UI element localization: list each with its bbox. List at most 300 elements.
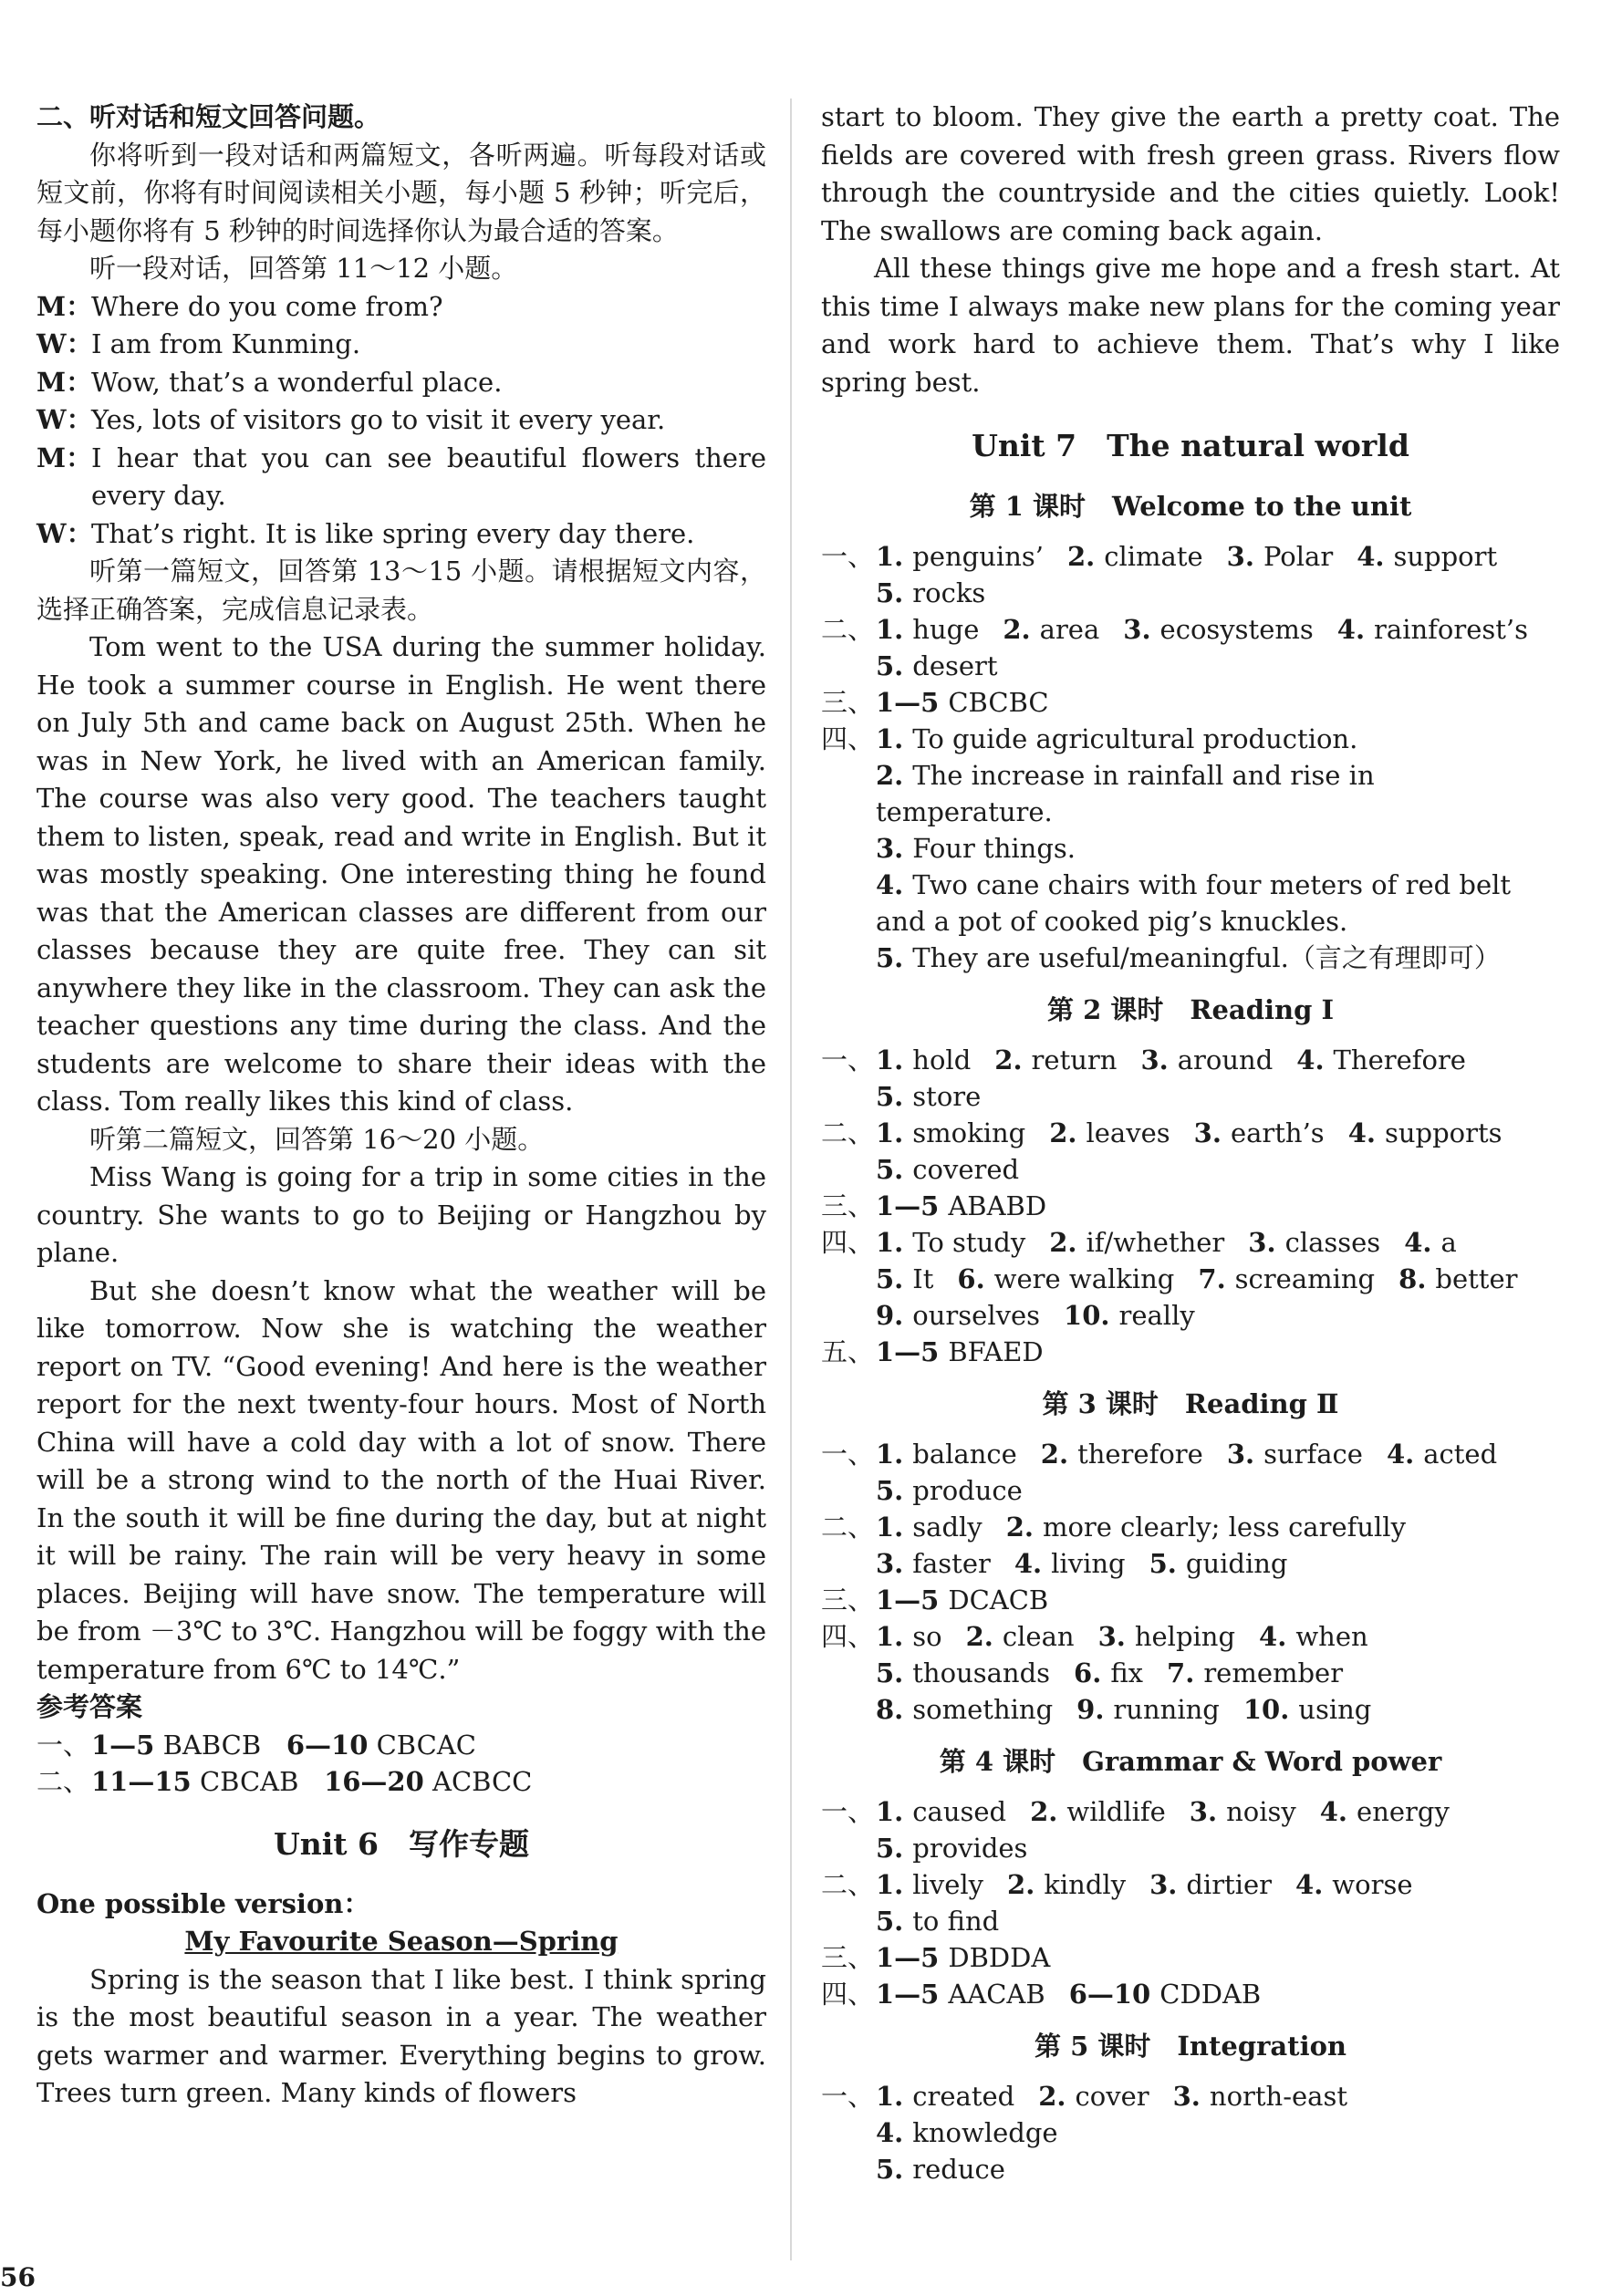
answer-item (876, 940, 1501, 976)
item-answer: produce (912, 1475, 1023, 1506)
item-number: 5. (876, 577, 904, 608)
item-answer: BFAED (948, 1336, 1044, 1367)
item-answer: acted (1423, 1439, 1498, 1470)
right-column (821, 99, 1560, 2187)
answer-range: 16—20 (324, 1765, 424, 1797)
answer-item (1014, 1545, 1126, 1582)
item-number: 9. (876, 1300, 904, 1331)
left-column (36, 99, 766, 2113)
item-number: 1—5 (876, 1979, 940, 2010)
item-number: 2. (1030, 1796, 1058, 1827)
answer-items (876, 830, 1560, 867)
row-number: 四、 (821, 723, 875, 754)
speaker: M： (36, 442, 93, 473)
item-answer: lively (912, 1869, 984, 1900)
answer-item (876, 1866, 983, 1903)
answer-item (876, 1903, 999, 1939)
answer-items (876, 1976, 1560, 2012)
item-number: 3. (1172, 2081, 1201, 2112)
item-number: 1. (876, 2081, 904, 2112)
answer-item (876, 648, 998, 684)
answer-line (821, 684, 1560, 721)
item-answer: CBCBC (948, 687, 1049, 718)
lesson-title: 第 1 课时 Welcome to the unit (969, 491, 1412, 522)
answer-item (1198, 1261, 1375, 1297)
answers-heading: 参考答案 (36, 1691, 143, 1722)
item-answer: Therefore (1333, 1044, 1466, 1075)
answer-items (876, 1436, 1560, 1472)
answer-item (1167, 1655, 1343, 1691)
answer-item (1248, 1224, 1380, 1261)
item-number: 4. (1386, 1439, 1415, 1470)
answer-line (821, 611, 1560, 648)
passage2-paragraph2: But she doesn’t know what the weather will be like tomorrow. Now she is watching the weather report on TV. “Good evening! And here is the weather report for the next twenty-four hours. Most of North China will have a cold day with a lot of snow. There will be a strong wind to the north of the Huai River. In the south it will be fine during the day, but at night it will be rainy. The rain will be very heavy in some places. Beijing will have snow. The temperature will be from －3℃ to 3℃. Hangzhou will be foggy with the temperature from 6℃ to 14℃.” (36, 1274, 766, 1685)
item-number: 3. (1226, 541, 1254, 572)
dialogue-line (36, 515, 766, 554)
item-number: 1—5 (876, 1190, 940, 1221)
answer-item (1149, 1866, 1272, 1903)
dialogue (36, 288, 766, 554)
item-number: 8. (1398, 1263, 1427, 1294)
speaker: M： (36, 290, 93, 322)
answer-items (876, 1618, 1560, 1655)
answer-item (1398, 1261, 1517, 1297)
row-number-spacer (821, 1830, 876, 1866)
lesson-title: 第 4 课时 Grammar & Word power (939, 1746, 1442, 1777)
answer-line (821, 575, 1560, 611)
answer-line (821, 2151, 1560, 2187)
answer-items (876, 648, 1560, 684)
item-number: 1. (876, 1044, 904, 1075)
answer-item (876, 830, 1076, 867)
item-answer: wildlife (1066, 1796, 1166, 1827)
speaker: W： (36, 328, 93, 359)
item-answer: CDDAB (1159, 1979, 1262, 2010)
answer-item (966, 1618, 1075, 1655)
item-number: 3. (1140, 1044, 1169, 1075)
dialogue-line (36, 440, 766, 515)
item-answer: huge (912, 614, 980, 645)
answer-item (876, 1472, 1023, 1509)
item-answer: Two cane chairs with four meters of red belt and a pot of cooked pig’s knuckles. (876, 869, 1512, 937)
row-number-spacer (821, 757, 876, 830)
essay-paragraph2: All these things give me hope and a fresh start. At this time I always make new plans for the coming year and work hard to achieve them. That’s why I like spring best. (821, 253, 1560, 398)
answer-items (876, 757, 1560, 830)
row-number: 二、 (821, 614, 875, 645)
answer-item (876, 1436, 1017, 1472)
item-number: 2. (876, 760, 904, 791)
row-number: 二、 (821, 1869, 875, 1900)
item-answer: Polar (1263, 541, 1334, 572)
item-number: 2. (994, 1044, 1023, 1075)
answer-line (821, 940, 1560, 976)
answer-value: CBCAC (376, 1729, 476, 1761)
item-number: 10. (1242, 1694, 1290, 1725)
answer-item (1007, 1866, 1126, 1903)
item-number: 5. (876, 1906, 904, 1937)
item-number: 7. (1198, 1263, 1226, 1294)
item-number: 3. (1226, 1439, 1255, 1470)
item-answer: ecosystems (1159, 614, 1314, 645)
answer-item (876, 538, 1044, 575)
item-answer: return (1031, 1044, 1118, 1075)
item-answer: area (1039, 614, 1100, 645)
answer-item (1227, 1436, 1363, 1472)
dialogue-line (36, 288, 766, 327)
item-number: 5. (876, 1833, 904, 1864)
answer-item (876, 757, 1536, 830)
answer-item (876, 1618, 942, 1655)
item-answer: desert (912, 650, 998, 681)
item-answer: provides (912, 1833, 1028, 1864)
item-number: 5. (876, 2154, 904, 2185)
answer-item (1243, 1691, 1372, 1728)
speaker: W： (36, 404, 93, 435)
item-answer: faster (912, 1548, 991, 1579)
answer-line (821, 1655, 1560, 1691)
item-number: 1. (876, 1227, 904, 1258)
answer-item (1404, 1224, 1457, 1261)
item-number: 3. (1097, 1621, 1126, 1652)
answer-line (821, 757, 1560, 830)
answer-items (876, 1334, 1560, 1370)
answer-item (876, 1793, 1006, 1830)
item-number: 10. (1064, 1300, 1110, 1331)
item-answer: It (912, 1263, 934, 1294)
item-number: 2. (1038, 2081, 1066, 2112)
row-number: 四、 (821, 1979, 875, 2010)
answer-item (1348, 1115, 1502, 1151)
answer-range: 1—5 (91, 1729, 155, 1761)
utterance: I hear that you can see beautiful flowers there every day. (91, 442, 766, 511)
answer-item (1387, 1436, 1497, 1472)
answer-line (821, 2078, 1560, 2151)
item-number: 2. (1040, 1439, 1069, 1470)
row-number-spacer (821, 830, 876, 867)
item-number: 6—10 (1068, 1979, 1151, 2010)
answer-items (876, 2151, 1560, 2187)
item-number: 1. (876, 1512, 904, 1543)
item-answer: They are useful/meaningful.（言之有理即可） (912, 942, 1501, 973)
speaker: W： (36, 517, 93, 549)
answer-items (876, 575, 1560, 611)
item-answer: To study (912, 1227, 1026, 1258)
answer-item (876, 611, 979, 648)
answer-item (1259, 1618, 1368, 1655)
answer-line (821, 648, 1560, 684)
item-answer: better (1435, 1263, 1518, 1294)
row-number-spacer (821, 1903, 876, 1939)
answer-item (1140, 1042, 1273, 1078)
answer-line (821, 1151, 1560, 1188)
answer-line (821, 1509, 1560, 1545)
answer-line (821, 1903, 1560, 1939)
answer-item (1337, 611, 1528, 648)
answer-item (1038, 2078, 1149, 2114)
item-answer: a (1440, 1227, 1457, 1258)
item-answer: To guide agricultural production. (912, 723, 1358, 754)
passage2-intro: 听第二篇短文，回答第 16～20 小题。 (89, 1123, 545, 1155)
answer-value: CBCAB (199, 1765, 299, 1797)
answer-items (876, 1042, 1560, 1078)
row-number: 三、 (821, 1942, 875, 1973)
answer-line (821, 538, 1560, 575)
row-number: 五、 (821, 1336, 875, 1367)
item-number: 2. (965, 1621, 993, 1652)
answer-items (876, 1545, 1560, 1582)
row-number-spacer (821, 2151, 876, 2187)
answer-line (821, 1188, 1560, 1224)
item-number: 2. (1003, 614, 1031, 645)
answer-item (876, 2151, 1005, 2187)
answer-item (1295, 1866, 1412, 1903)
answer-line (821, 1582, 1560, 1618)
answer-item (876, 1115, 1025, 1151)
item-answer: helping (1134, 1621, 1236, 1652)
answer-value: ACBCC (432, 1765, 533, 1797)
answer-items (876, 1939, 1560, 1976)
utterance: Yes, lots of visitors go to visit it every year. (91, 404, 666, 435)
answer-item (1064, 1297, 1195, 1334)
item-answer: smoking (912, 1117, 1026, 1148)
item-answer: kindly (1044, 1869, 1127, 1900)
answer-items (876, 1793, 1560, 1830)
answer-item (1173, 2078, 1347, 2114)
row-number: 一、 (821, 2081, 875, 2112)
answer-line (821, 1224, 1560, 1261)
answer-item (876, 1976, 1045, 2012)
item-answer: leaves (1086, 1117, 1170, 1148)
item-answer: support (1393, 541, 1498, 572)
answer-line (821, 1436, 1560, 1472)
answer-items (876, 1261, 1560, 1297)
item-number: 1—5 (876, 1336, 940, 1367)
item-answer: running (1113, 1694, 1220, 1725)
item-answer: thousands (912, 1657, 1051, 1688)
item-number: 3. (1248, 1227, 1276, 1258)
item-number: 3. (876, 833, 904, 864)
answer-items (876, 1224, 1560, 1261)
answer-items (876, 1866, 1560, 1903)
dialogue-line (36, 326, 766, 364)
row-number: 三、 (821, 1584, 875, 1616)
item-number: 1. (876, 614, 904, 645)
row-number-spacer (821, 1297, 876, 1334)
answer-items (876, 940, 1560, 976)
item-answer: really (1118, 1300, 1195, 1331)
item-answer: ABABD (948, 1190, 1047, 1221)
answer-item (876, 1078, 981, 1115)
answer-line (821, 1976, 1560, 2012)
answer-line (821, 867, 1560, 940)
item-number: 4. (1014, 1548, 1043, 1579)
answer-line (821, 1618, 1560, 1655)
answer-items (876, 1509, 1560, 1545)
answer-item (1320, 1793, 1450, 1830)
item-answer: using (1298, 1694, 1372, 1725)
item-number: 1—5 (876, 1584, 940, 1616)
row-number: 三、 (821, 687, 875, 718)
dialogue-line (36, 364, 766, 402)
answer-line (821, 1261, 1560, 1297)
item-number: 1. (876, 1117, 904, 1148)
utterance: I am from Kunming. (91, 328, 361, 359)
answer-items (876, 611, 1560, 648)
row-number: 一、 (821, 1439, 875, 1470)
item-number: 3. (1123, 614, 1151, 645)
answer-items (876, 1830, 1560, 1866)
answer-line (821, 1793, 1560, 1830)
answer-item (1194, 1115, 1325, 1151)
answer-item (1041, 1436, 1203, 1472)
item-number: 3. (1189, 1796, 1218, 1827)
item-answer: so (912, 1621, 942, 1652)
item-answer: around (1177, 1044, 1274, 1075)
passage1-intro: 听第一篇短文，回答第 13～15 小题。请根据短文内容，选择正确答案，完成信息记录表。 (36, 556, 766, 625)
answer-row (36, 1763, 766, 1800)
unit6-title: Unit 6 写作专题 (273, 1825, 529, 1862)
lesson-title: 第 3 课时 Reading Ⅱ (1042, 1388, 1339, 1419)
answer-value: BABCB (162, 1729, 262, 1761)
answer-item (1098, 1618, 1235, 1655)
item-answer: balance (912, 1439, 1017, 1470)
answer-item (876, 867, 1536, 940)
lesson-title: 第 2 课时 Reading Ⅰ (1046, 994, 1335, 1025)
dialogue-line (36, 401, 766, 440)
answer-item (876, 2114, 1058, 2151)
answer-item (876, 575, 985, 611)
answer-range: 6—10 (286, 1729, 369, 1761)
item-number: 2. (1049, 1117, 1077, 1148)
item-answer: energy (1357, 1796, 1450, 1827)
answer-item (1357, 538, 1497, 575)
answer-item (876, 1042, 971, 1078)
item-answer: created (912, 2081, 1015, 2112)
answer-items (876, 1472, 1560, 1509)
answer-line (821, 1042, 1560, 1078)
answer-items (876, 1655, 1560, 1691)
answer-item (994, 1042, 1117, 1078)
answer-items (876, 1078, 1560, 1115)
item-number: 1—5 (876, 1942, 940, 1973)
item-number: 5. (1149, 1548, 1177, 1579)
item-answer: if/whether (1086, 1227, 1225, 1258)
answer-item (1067, 538, 1203, 575)
item-answer: earth’s (1230, 1117, 1325, 1148)
answer-items (876, 1691, 1560, 1728)
item-number: 1. (876, 1869, 904, 1900)
answer-items (876, 2078, 1560, 2151)
row-number: 一、 (36, 1729, 90, 1761)
answer-items (876, 1582, 1560, 1618)
item-answer: caused (912, 1796, 1007, 1827)
item-answer: more clearly; less carefully (1042, 1512, 1406, 1543)
answer-items (876, 1115, 1560, 1151)
item-number: 4. (1404, 1227, 1432, 1258)
answer-line (821, 1830, 1560, 1866)
answer-item (1076, 1691, 1220, 1728)
item-answer: DCACB (948, 1584, 1049, 1616)
item-number: 4. (876, 869, 904, 900)
item-answer: The increase in rainfall and rise in temperature. (876, 760, 1375, 827)
item-number: 6. (957, 1263, 985, 1294)
answer-items (876, 1903, 1560, 1939)
item-answer: rocks (912, 577, 986, 608)
item-number: 2. (1066, 541, 1096, 572)
essay-continuation: start to bloom. They give the earth a pretty coat. The fields are covered with fresh green grass. Rivers flow through the countryside and the cities quietly. Look! The swallows are coming back again. (821, 101, 1560, 246)
answer-line (821, 1472, 1560, 1509)
item-answer: north-east (1209, 2081, 1348, 2112)
item-number: 3. (876, 1548, 904, 1579)
item-answer: clean (1002, 1621, 1075, 1652)
row-number: 一、 (821, 1044, 875, 1075)
essay-title: My Favourite Season—Spring (184, 1926, 619, 1957)
item-number: 5. (876, 1657, 904, 1688)
row-number-spacer (821, 1078, 876, 1115)
item-number: 5. (876, 1081, 904, 1112)
item-number: 4. (1357, 541, 1385, 572)
item-number: 4. (1336, 614, 1366, 645)
item-number: 1. (876, 1621, 904, 1652)
item-number: 1. (876, 541, 904, 572)
answer-items (876, 1151, 1560, 1188)
item-answer: cover (1075, 2081, 1149, 2112)
item-answer: Four things. (912, 833, 1076, 864)
speaker: M： (36, 366, 93, 398)
answer-item (1069, 1976, 1262, 2012)
item-answer: DBDDA (948, 1942, 1051, 1973)
answer-line (821, 1078, 1560, 1115)
item-number: 5. (876, 1263, 904, 1294)
answer-items (876, 538, 1560, 575)
answer-item (876, 1691, 1053, 1728)
item-number: 2. (1005, 1512, 1034, 1543)
item-number: 2. (1007, 1869, 1035, 1900)
page-number: 56 (0, 2262, 36, 2292)
passage2-paragraph1: Miss Wang is going for a trip in some cities in the country. She wants to go to Beijing or Hangzhou by plane. (36, 1161, 766, 1268)
answer-item (1123, 611, 1314, 648)
answer-item (876, 1297, 1040, 1334)
answer-item (1074, 1655, 1143, 1691)
item-answer: reduce (912, 2154, 1005, 2185)
item-answer: something (912, 1694, 1054, 1725)
dialogue-intro: 听一段对话，回答第 11～12 小题。 (89, 253, 518, 284)
answer-item (876, 1545, 991, 1582)
row-number-spacer (821, 1151, 876, 1188)
answer-items (876, 684, 1560, 721)
answer-line (821, 1939, 1560, 1976)
utterance: Where do you come from? (91, 290, 443, 322)
row-number: 三、 (821, 1190, 875, 1221)
item-number: 5. (876, 1475, 904, 1506)
utterance: Wow, that’s a wonderful place. (91, 366, 503, 398)
unit7-title: Unit 7 The natural world (972, 428, 1409, 463)
item-number: 5. (876, 942, 904, 973)
answer-item (1030, 1793, 1166, 1830)
answer-line (821, 1866, 1560, 1903)
item-answer: ourselves (912, 1300, 1041, 1331)
item-answer: to find (912, 1906, 1000, 1937)
item-number: 1—5 (876, 687, 940, 718)
item-number: 4. (1296, 1044, 1325, 1075)
item-answer: penguins’ (912, 541, 1044, 572)
lessons (821, 487, 1560, 2187)
answer-item (876, 1261, 933, 1297)
item-answer: when (1295, 1621, 1368, 1652)
answer-item (1296, 1042, 1466, 1078)
item-number: 3. (1149, 1869, 1178, 1900)
answer-line (821, 1334, 1560, 1370)
